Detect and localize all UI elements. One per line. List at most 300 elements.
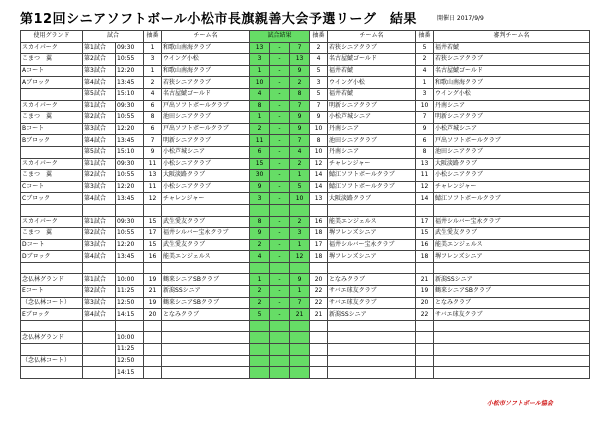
team-2-name: 堺フレンズシニア <box>328 251 416 263</box>
umpire-draw-number: 2 <box>416 54 434 66</box>
score-dash: - <box>270 112 290 124</box>
draw-number-1: 15 <box>144 216 162 228</box>
umpire-team-name: 若狭シニアクラブ <box>434 54 590 66</box>
draw-number-1: 15 <box>144 239 162 251</box>
empty-cell <box>290 320 310 332</box>
game-label: 第2試合 <box>83 112 116 124</box>
venue-cell: スカイパーク <box>21 42 83 54</box>
draw-number-2: 5 <box>310 65 328 77</box>
score-2: 21 <box>290 309 310 321</box>
team-1-name: 戸出ソフトボールクラブ <box>162 100 250 112</box>
draw-number-2: 7 <box>310 100 328 112</box>
umpire-draw-number: 6 <box>416 135 434 147</box>
score-dash: - <box>270 239 290 251</box>
score-dash: - <box>270 135 290 147</box>
draw-number-1: 13 <box>144 170 162 182</box>
empty-cell <box>328 320 416 332</box>
draw-number-2 <box>310 355 328 367</box>
score-1: 4 <box>250 88 270 100</box>
umpire-team-name: 大阪淡路クラブ <box>434 158 590 170</box>
score-dash: - <box>270 181 290 193</box>
score-1: 3 <box>250 193 270 205</box>
team-1-name: 池田シニアクラブ <box>162 112 250 124</box>
game-time: 12:20 <box>116 239 144 251</box>
empty-cell <box>116 204 144 216</box>
venue-cell: （念仏林コート） <box>21 297 83 309</box>
team-2-name <box>328 355 416 367</box>
team-2-name: 池田シニアクラブ <box>328 135 416 147</box>
header-team: チーム名 <box>162 31 250 43</box>
game-label: 第4試合 <box>83 309 116 321</box>
umpire-draw-number <box>416 344 434 356</box>
table-row <box>21 355 590 367</box>
venue-cell: Bブロック <box>21 135 83 147</box>
team-1-name <box>162 355 250 367</box>
game-time: 11:25 <box>116 286 144 298</box>
score-dash: - <box>270 309 290 321</box>
game-label: 第3試合 <box>83 181 116 193</box>
table-row <box>21 309 590 321</box>
table-row <box>21 286 590 298</box>
empty-cell <box>416 204 434 216</box>
game-label: 第4試合 <box>83 135 116 147</box>
footer-association: 小松市ソフトボール協会 <box>487 400 553 407</box>
empty-cell <box>162 262 250 274</box>
score-1: 3 <box>250 54 270 66</box>
draw-number-2: 9 <box>310 112 328 124</box>
team-1-name: 明新シニアクラブ <box>162 135 250 147</box>
draw-number-1: 16 <box>144 251 162 263</box>
venue-cell: Cブロック <box>21 193 83 205</box>
table-row <box>21 135 590 147</box>
venue-cell <box>21 320 83 332</box>
team-2-name <box>328 367 416 379</box>
draw-number-2: 14 <box>310 181 328 193</box>
draw-number-2: 18 <box>310 228 328 240</box>
game-label: 第4試合 <box>83 251 116 263</box>
draw-number-2: 22 <box>310 286 328 298</box>
umpire-team-name: 池田シニアクラブ <box>434 146 590 158</box>
empty-cell <box>434 262 590 274</box>
draw-number-2: 10 <box>310 146 328 158</box>
draw-number-1: 1 <box>144 42 162 54</box>
umpire-team-name: となみクラブ <box>434 297 590 309</box>
empty-cell <box>144 204 162 216</box>
venue-cell: 念仏林グランド <box>21 332 83 344</box>
game-label <box>83 332 116 344</box>
score-dash: - <box>270 42 290 54</box>
umpire-draw-number: 4 <box>416 65 434 77</box>
score-1: 1 <box>250 65 270 77</box>
score-1: 8 <box>250 216 270 228</box>
score-2: 8 <box>290 88 310 100</box>
umpire-draw-number: 17 <box>416 216 434 228</box>
team-1-name: 能美エンジェルス <box>162 251 250 263</box>
umpire-team-name: 能美エンジェルス <box>434 239 590 251</box>
draw-number-1: 11 <box>144 181 162 193</box>
game-label: 第2試合 <box>83 54 116 66</box>
umpire-draw-number: 18 <box>416 251 434 263</box>
team-1-name: 武生愛友クラブ <box>162 216 250 228</box>
umpire-team-name: 新潟SSシニア <box>434 274 590 286</box>
team-1-name <box>162 332 250 344</box>
team-1-name: 若狭シニアクラブ <box>162 77 250 89</box>
draw-number-2: 2 <box>310 42 328 54</box>
score-2: 12 <box>290 251 310 263</box>
score-dash: - <box>270 216 290 228</box>
game-time: 15:10 <box>116 88 144 100</box>
table-row <box>21 193 590 205</box>
score-dash: - <box>270 228 290 240</box>
score-dash: - <box>270 297 290 309</box>
team-1-name: 鶴来シニアSBクラブ <box>162 297 250 309</box>
team-2-name: チャレンジャー <box>328 158 416 170</box>
umpire-draw-number: 9 <box>416 123 434 135</box>
team-1-name: ウイング小松 <box>162 54 250 66</box>
score-1: 9 <box>250 181 270 193</box>
score-1 <box>250 332 270 344</box>
score-dash: - <box>270 274 290 286</box>
game-label: 第4試合 <box>83 193 116 205</box>
spacer-row <box>21 262 590 274</box>
draw-number-1: 17 <box>144 228 162 240</box>
score-1: 11 <box>250 135 270 147</box>
game-time: 10:55 <box>116 54 144 66</box>
venue-cell: Bコート <box>21 123 83 135</box>
venue-cell <box>21 367 83 379</box>
team-1-name: 和歌山南海クラブ <box>162 42 250 54</box>
umpire-team-name: 戸出ソフトボールクラブ <box>434 135 590 147</box>
venue-cell: Dブロック <box>21 251 83 263</box>
umpire-team-name: 和歌山南海クラブ <box>434 77 590 89</box>
draw-number-1: 20 <box>144 309 162 321</box>
umpire-team-name <box>434 344 590 356</box>
score-2: 9 <box>290 65 310 77</box>
game-label <box>83 355 116 367</box>
team-1-name: 小松芦城シニア <box>162 146 250 158</box>
team-2-name: サバエ球友クラブ <box>328 297 416 309</box>
draw-number-1: 4 <box>144 88 162 100</box>
draw-number-1: 12 <box>144 193 162 205</box>
score-2: 3 <box>290 228 310 240</box>
game-time: 10:55 <box>116 112 144 124</box>
team-1-name: 武生愛友クラブ <box>162 239 250 251</box>
venue-cell <box>21 262 83 274</box>
empty-cell <box>162 204 250 216</box>
score-1: 2 <box>250 239 270 251</box>
draw-number-1 <box>144 332 162 344</box>
empty-cell <box>116 262 144 274</box>
game-label: 第1試合 <box>83 216 116 228</box>
game-label: 第3試合 <box>83 123 116 135</box>
umpire-draw-number: 14 <box>416 193 434 205</box>
venue-cell: こまつ 翼 <box>21 170 83 182</box>
draw-number-1: 21 <box>144 286 162 298</box>
team-1-name: 新潟SSシニア <box>162 286 250 298</box>
umpire-team-name: 丹南シニア <box>434 100 590 112</box>
header-draw-3: 抽番 <box>416 31 434 43</box>
empty-cell <box>416 320 434 332</box>
venue-cell: Eブロック <box>21 309 83 321</box>
umpire-draw-number: 12 <box>416 181 434 193</box>
score-2 <box>290 332 310 344</box>
draw-number-2: 14 <box>310 170 328 182</box>
empty-cell <box>144 320 162 332</box>
team-1-name: 小松シニアクラブ <box>162 158 250 170</box>
game-time: 15:10 <box>116 146 144 158</box>
umpire-team-name: 鶴来シニアSBクラブ <box>434 286 590 298</box>
draw-number-2 <box>310 332 328 344</box>
team-1-name: 和歌山南海クラブ <box>162 65 250 77</box>
draw-number-2: 16 <box>310 216 328 228</box>
event-date: 開催日 2017/9/9 <box>437 15 484 22</box>
table-row <box>21 170 590 182</box>
umpire-draw-number: 19 <box>416 286 434 298</box>
score-1: 15 <box>250 158 270 170</box>
table-row <box>21 216 590 228</box>
team-1-name: 小松シニアクラブ <box>162 181 250 193</box>
umpire-draw-number: 22 <box>416 309 434 321</box>
table-row <box>21 77 590 89</box>
header-result: 試合結果 <box>250 31 310 43</box>
team-2-name: 丹南シニア <box>328 123 416 135</box>
game-time: 13:45 <box>116 193 144 205</box>
score-dash: - <box>270 158 290 170</box>
game-label: 第5試合 <box>83 88 116 100</box>
umpire-draw-number: 1 <box>416 77 434 89</box>
table-row <box>21 239 590 251</box>
empty-cell <box>270 320 290 332</box>
umpire-draw-number: 16 <box>416 239 434 251</box>
draw-number-1: 6 <box>144 100 162 112</box>
draw-number-2 <box>310 367 328 379</box>
draw-number-1: 8 <box>144 112 162 124</box>
venue-cell <box>21 146 83 158</box>
team-2-name <box>328 344 416 356</box>
table-row <box>21 54 590 66</box>
game-time: 09:30 <box>116 42 144 54</box>
draw-number-2: 18 <box>310 251 328 263</box>
table-row <box>21 367 590 379</box>
team-1-name: チャレンジャー <box>162 193 250 205</box>
draw-number-1 <box>144 344 162 356</box>
score-2: 5 <box>290 181 310 193</box>
umpire-team-name <box>434 332 590 344</box>
venue-cell: Cコート <box>21 181 83 193</box>
score-1 <box>250 344 270 356</box>
umpire-draw-number <box>416 355 434 367</box>
venue-cell: Aコート <box>21 65 83 77</box>
umpire-draw-number: 3 <box>416 88 434 100</box>
umpire-team-name: チャレンジャー <box>434 181 590 193</box>
score-dash: - <box>270 286 290 298</box>
game-label: 第3試合 <box>83 297 116 309</box>
empty-cell <box>270 262 290 274</box>
umpire-team-name <box>434 355 590 367</box>
draw-number-1: 19 <box>144 274 162 286</box>
draw-number-1: 7 <box>144 135 162 147</box>
umpire-team-name: 名古屋鯱ゴールド <box>434 65 590 77</box>
umpire-team-name: 堺フレンズシニア <box>434 251 590 263</box>
umpire-draw-number: 11 <box>416 170 434 182</box>
venue-cell: Eコート <box>21 286 83 298</box>
draw-number-1: 19 <box>144 297 162 309</box>
empty-cell <box>328 262 416 274</box>
game-time: 14:15 <box>116 309 144 321</box>
draw-number-1: 1 <box>144 65 162 77</box>
score-1: 5 <box>250 309 270 321</box>
game-time: 09:30 <box>116 216 144 228</box>
score-1 <box>250 367 270 379</box>
game-time: 12:20 <box>116 123 144 135</box>
game-label: 第5試合 <box>83 146 116 158</box>
score-2: 9 <box>290 112 310 124</box>
score-1: 2 <box>250 286 270 298</box>
header-team-2: チーム名 <box>328 31 416 43</box>
score-2: 7 <box>290 297 310 309</box>
score-1: 10 <box>250 77 270 89</box>
team-2-name: サバエ球友クラブ <box>328 286 416 298</box>
score-dash: - <box>270 251 290 263</box>
empty-cell <box>310 204 328 216</box>
draw-number-2: 21 <box>310 309 328 321</box>
team-1-name: 大阪淡路クラブ <box>162 170 250 182</box>
draw-number-2: 22 <box>310 297 328 309</box>
team-2-name: 福井若鯱 <box>328 88 416 100</box>
game-time: 12:20 <box>116 181 144 193</box>
score-1: 9 <box>250 228 270 240</box>
umpire-team-name: 小松シニアクラブ <box>434 170 590 182</box>
game-time: 13:45 <box>116 251 144 263</box>
empty-cell <box>83 204 116 216</box>
score-2: 7 <box>290 135 310 147</box>
game-label <box>83 367 116 379</box>
game-label: 第2試合 <box>83 286 116 298</box>
game-time: 12:50 <box>116 297 144 309</box>
score-dash: - <box>270 193 290 205</box>
draw-number-2: 3 <box>310 77 328 89</box>
empty-cell <box>83 262 116 274</box>
venue-cell <box>21 204 83 216</box>
score-dash: - <box>270 123 290 135</box>
venue-cell: Aブロック <box>21 77 83 89</box>
team-2-name: 鯖江ソフトボールクラブ <box>328 170 416 182</box>
venue-cell: スカイパーク <box>21 216 83 228</box>
team-1-name: 福井シルバー宝永クラブ <box>162 228 250 240</box>
umpire-team-name: 武生愛友クラブ <box>434 228 590 240</box>
score-dash: - <box>270 170 290 182</box>
draw-number-2: 17 <box>310 239 328 251</box>
page-title: 第12回シニアソフトボール小松市長旗親善大会予選リーグ 結果 <box>20 12 417 27</box>
draw-number-1: 6 <box>144 123 162 135</box>
umpire-team-name: 福井シルバー宝永クラブ <box>434 216 590 228</box>
table-row <box>21 332 590 344</box>
team-2-name: 堺フレンズシニア <box>328 228 416 240</box>
score-dash <box>270 355 290 367</box>
team-1-name: 名古屋鯱ゴールド <box>162 88 250 100</box>
umpire-draw-number: 8 <box>416 146 434 158</box>
umpire-team-name <box>434 367 590 379</box>
empty-cell <box>250 262 270 274</box>
header-draw: 抽番 <box>144 31 162 43</box>
empty-cell <box>310 320 328 332</box>
venue-cell: こまつ 翼 <box>21 228 83 240</box>
venue-cell: 念仏林グランド <box>21 274 83 286</box>
header-row <box>21 31 590 43</box>
team-1-name: 鶴来シニアSBクラブ <box>162 274 250 286</box>
empty-cell <box>270 204 290 216</box>
umpire-draw-number: 10 <box>416 100 434 112</box>
table-row <box>21 274 590 286</box>
score-dash: - <box>270 77 290 89</box>
score-2: 9 <box>290 123 310 135</box>
game-time: 13:45 <box>116 77 144 89</box>
score-1: 8 <box>250 100 270 112</box>
score-2: 7 <box>290 100 310 112</box>
score-1: 6 <box>250 146 270 158</box>
results-table <box>20 30 590 379</box>
score-dash: - <box>270 88 290 100</box>
team-2-name: 新潟SSシニア <box>328 309 416 321</box>
table-row <box>21 88 590 100</box>
team-2-name: 小松芦城シニア <box>328 112 416 124</box>
venue-cell: Dコート <box>21 239 83 251</box>
table-row <box>21 123 590 135</box>
team-2-name: 鯖江ソフトボールクラブ <box>328 181 416 193</box>
draw-number-1: 3 <box>144 54 162 66</box>
score-1: 13 <box>250 42 270 54</box>
team-2-name: となみクラブ <box>328 274 416 286</box>
game-label <box>83 344 116 356</box>
team-1-name: となみクラブ <box>162 309 250 321</box>
draw-number-2: 13 <box>310 193 328 205</box>
game-time: 12:20 <box>116 65 144 77</box>
umpire-team-name: 福井若鯱 <box>434 42 590 54</box>
empty-cell <box>310 262 328 274</box>
game-label: 第3試合 <box>83 65 116 77</box>
game-time: 09:30 <box>116 158 144 170</box>
umpire-draw-number: 15 <box>416 228 434 240</box>
score-dash <box>270 367 290 379</box>
header-venue: 使用グランド <box>21 31 83 43</box>
team-2-name: 明新シニアクラブ <box>328 100 416 112</box>
score-2 <box>290 367 310 379</box>
score-1: 1 <box>250 112 270 124</box>
team-2-name: 福井若鯱 <box>328 65 416 77</box>
team-2-name: 福井シルバー宝永クラブ <box>328 239 416 251</box>
empty-cell <box>162 320 250 332</box>
score-1: 4 <box>250 251 270 263</box>
game-label: 第1試合 <box>83 274 116 286</box>
score-2: 2 <box>290 158 310 170</box>
empty-cell <box>416 262 434 274</box>
empty-cell <box>250 204 270 216</box>
score-2: 4 <box>290 146 310 158</box>
team-1-name <box>162 344 250 356</box>
score-2: 10 <box>290 193 310 205</box>
score-1: 2 <box>250 123 270 135</box>
umpire-team-name: ウイング小松 <box>434 88 590 100</box>
team-2-name: 若狭シニアクラブ <box>328 42 416 54</box>
table-row <box>21 146 590 158</box>
table-row <box>21 228 590 240</box>
game-time: 11:25 <box>116 344 144 356</box>
team-1-name: 戸出ソフトボールクラブ <box>162 123 250 135</box>
draw-number-2: 12 <box>310 158 328 170</box>
score-2 <box>290 344 310 356</box>
table-row <box>21 158 590 170</box>
draw-number-2: 8 <box>310 135 328 147</box>
